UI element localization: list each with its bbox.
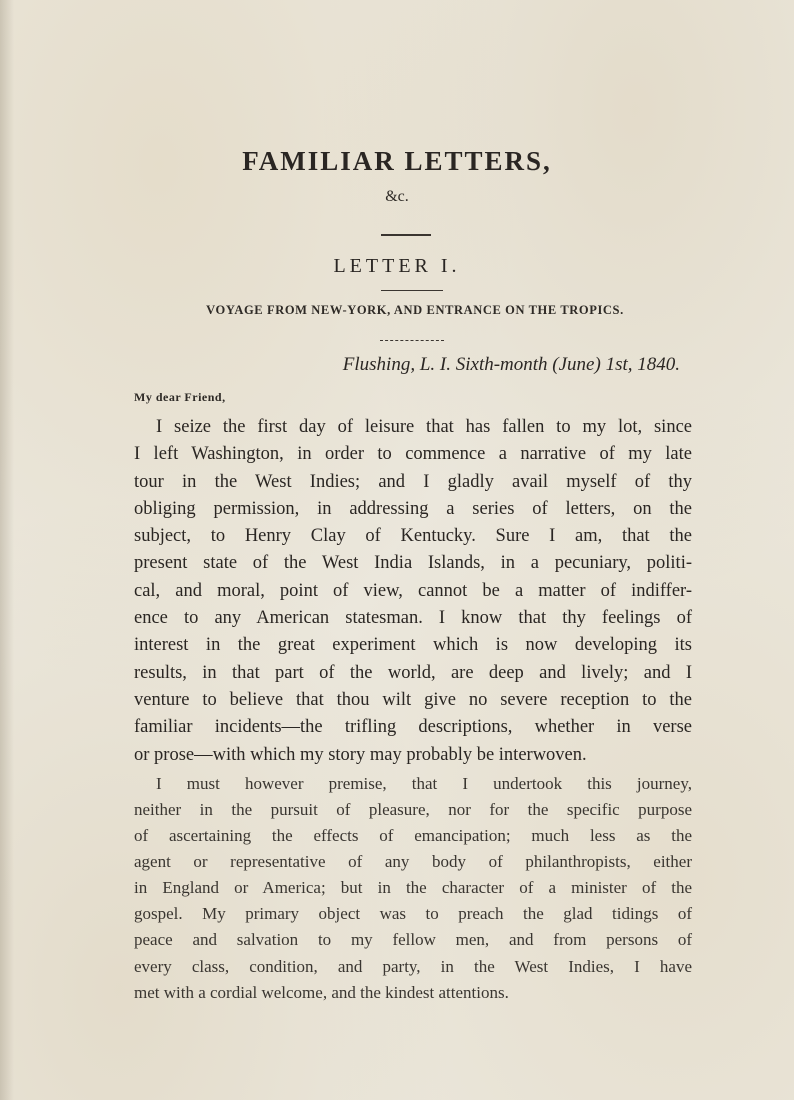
text-line: agent or representative of any body of philanthropists, either (134, 852, 692, 872)
text-line: tour in the West Indies; and I gladly avail myself of thy (134, 471, 692, 492)
text-line: obliging permission, in addressing a series of letters, on the (134, 498, 692, 519)
text-line: ence to any American statesman. I know that thy feelings of (134, 608, 692, 629)
text-line: of ascertaining the effects of emancipation; much less as the (134, 826, 692, 846)
text-line: familiar incidents—the trifling descriptions, whether in verse (134, 717, 692, 738)
letter-body (134, 414, 692, 1006)
title-suffix: &c. (385, 188, 409, 205)
text-line: interest in the great experiment which is now developing its (134, 635, 692, 656)
text-line: results, in that part of the world, are deep and lively; and I (134, 662, 692, 683)
divider-rule (380, 340, 444, 341)
text-line: peace and salvation to my fellow men, and from persons of (134, 930, 692, 950)
text-line: in England or America; but in the character of a minister of the (134, 878, 692, 898)
paragraph (134, 414, 692, 769)
letter-number: LETTER I. (333, 255, 461, 277)
text-line: gospel. My primary object was to preach the glad tidings of (134, 904, 692, 924)
paragraph (134, 771, 692, 1006)
text-line: present state of the West India Islands, in a pecuniary, politi- (134, 553, 692, 574)
text-line: neither in the pursuit of pleasure, nor for the specific purpose (134, 799, 692, 819)
text-line: I seize the first day of leisure that has fallen to my lot, since (156, 417, 692, 437)
divider-rule (381, 234, 431, 236)
text-line: every class, condition, and party, in the West Indies, I have (134, 956, 692, 976)
letter-dateline: Flushing, L. I. Sixth-month (June) 1st, 1840. (342, 354, 680, 375)
text-line: I left Washington, in order to commence a narrative of my late (134, 444, 692, 465)
salutation-text: My dear Friend, (134, 390, 226, 404)
text-line: cal, and moral, point of view, cannot be a matter of indiffer- (134, 580, 692, 601)
text-line: subject, to Henry Clay of Kentucky. Sure I am, that the (134, 526, 692, 547)
letter-subject: VOYAGE FROM NEW-YORK, AND ENTRANCE ON THE TROPICS. (206, 303, 624, 317)
divider-rule (381, 290, 443, 291)
text-line: I must however premise, that I undertook this journey, (156, 773, 692, 793)
text-line: or prose—with which my story may probably be interwoven. (134, 744, 587, 765)
text-line: venture to believe that thou wilt give no severe reception to the (134, 689, 692, 710)
page-title: FAMILIAR LETTERS, (242, 146, 552, 176)
text-line: met with a cordial welcome, and the kindest attentions. (134, 982, 509, 1002)
letter-salutation (134, 390, 226, 405)
